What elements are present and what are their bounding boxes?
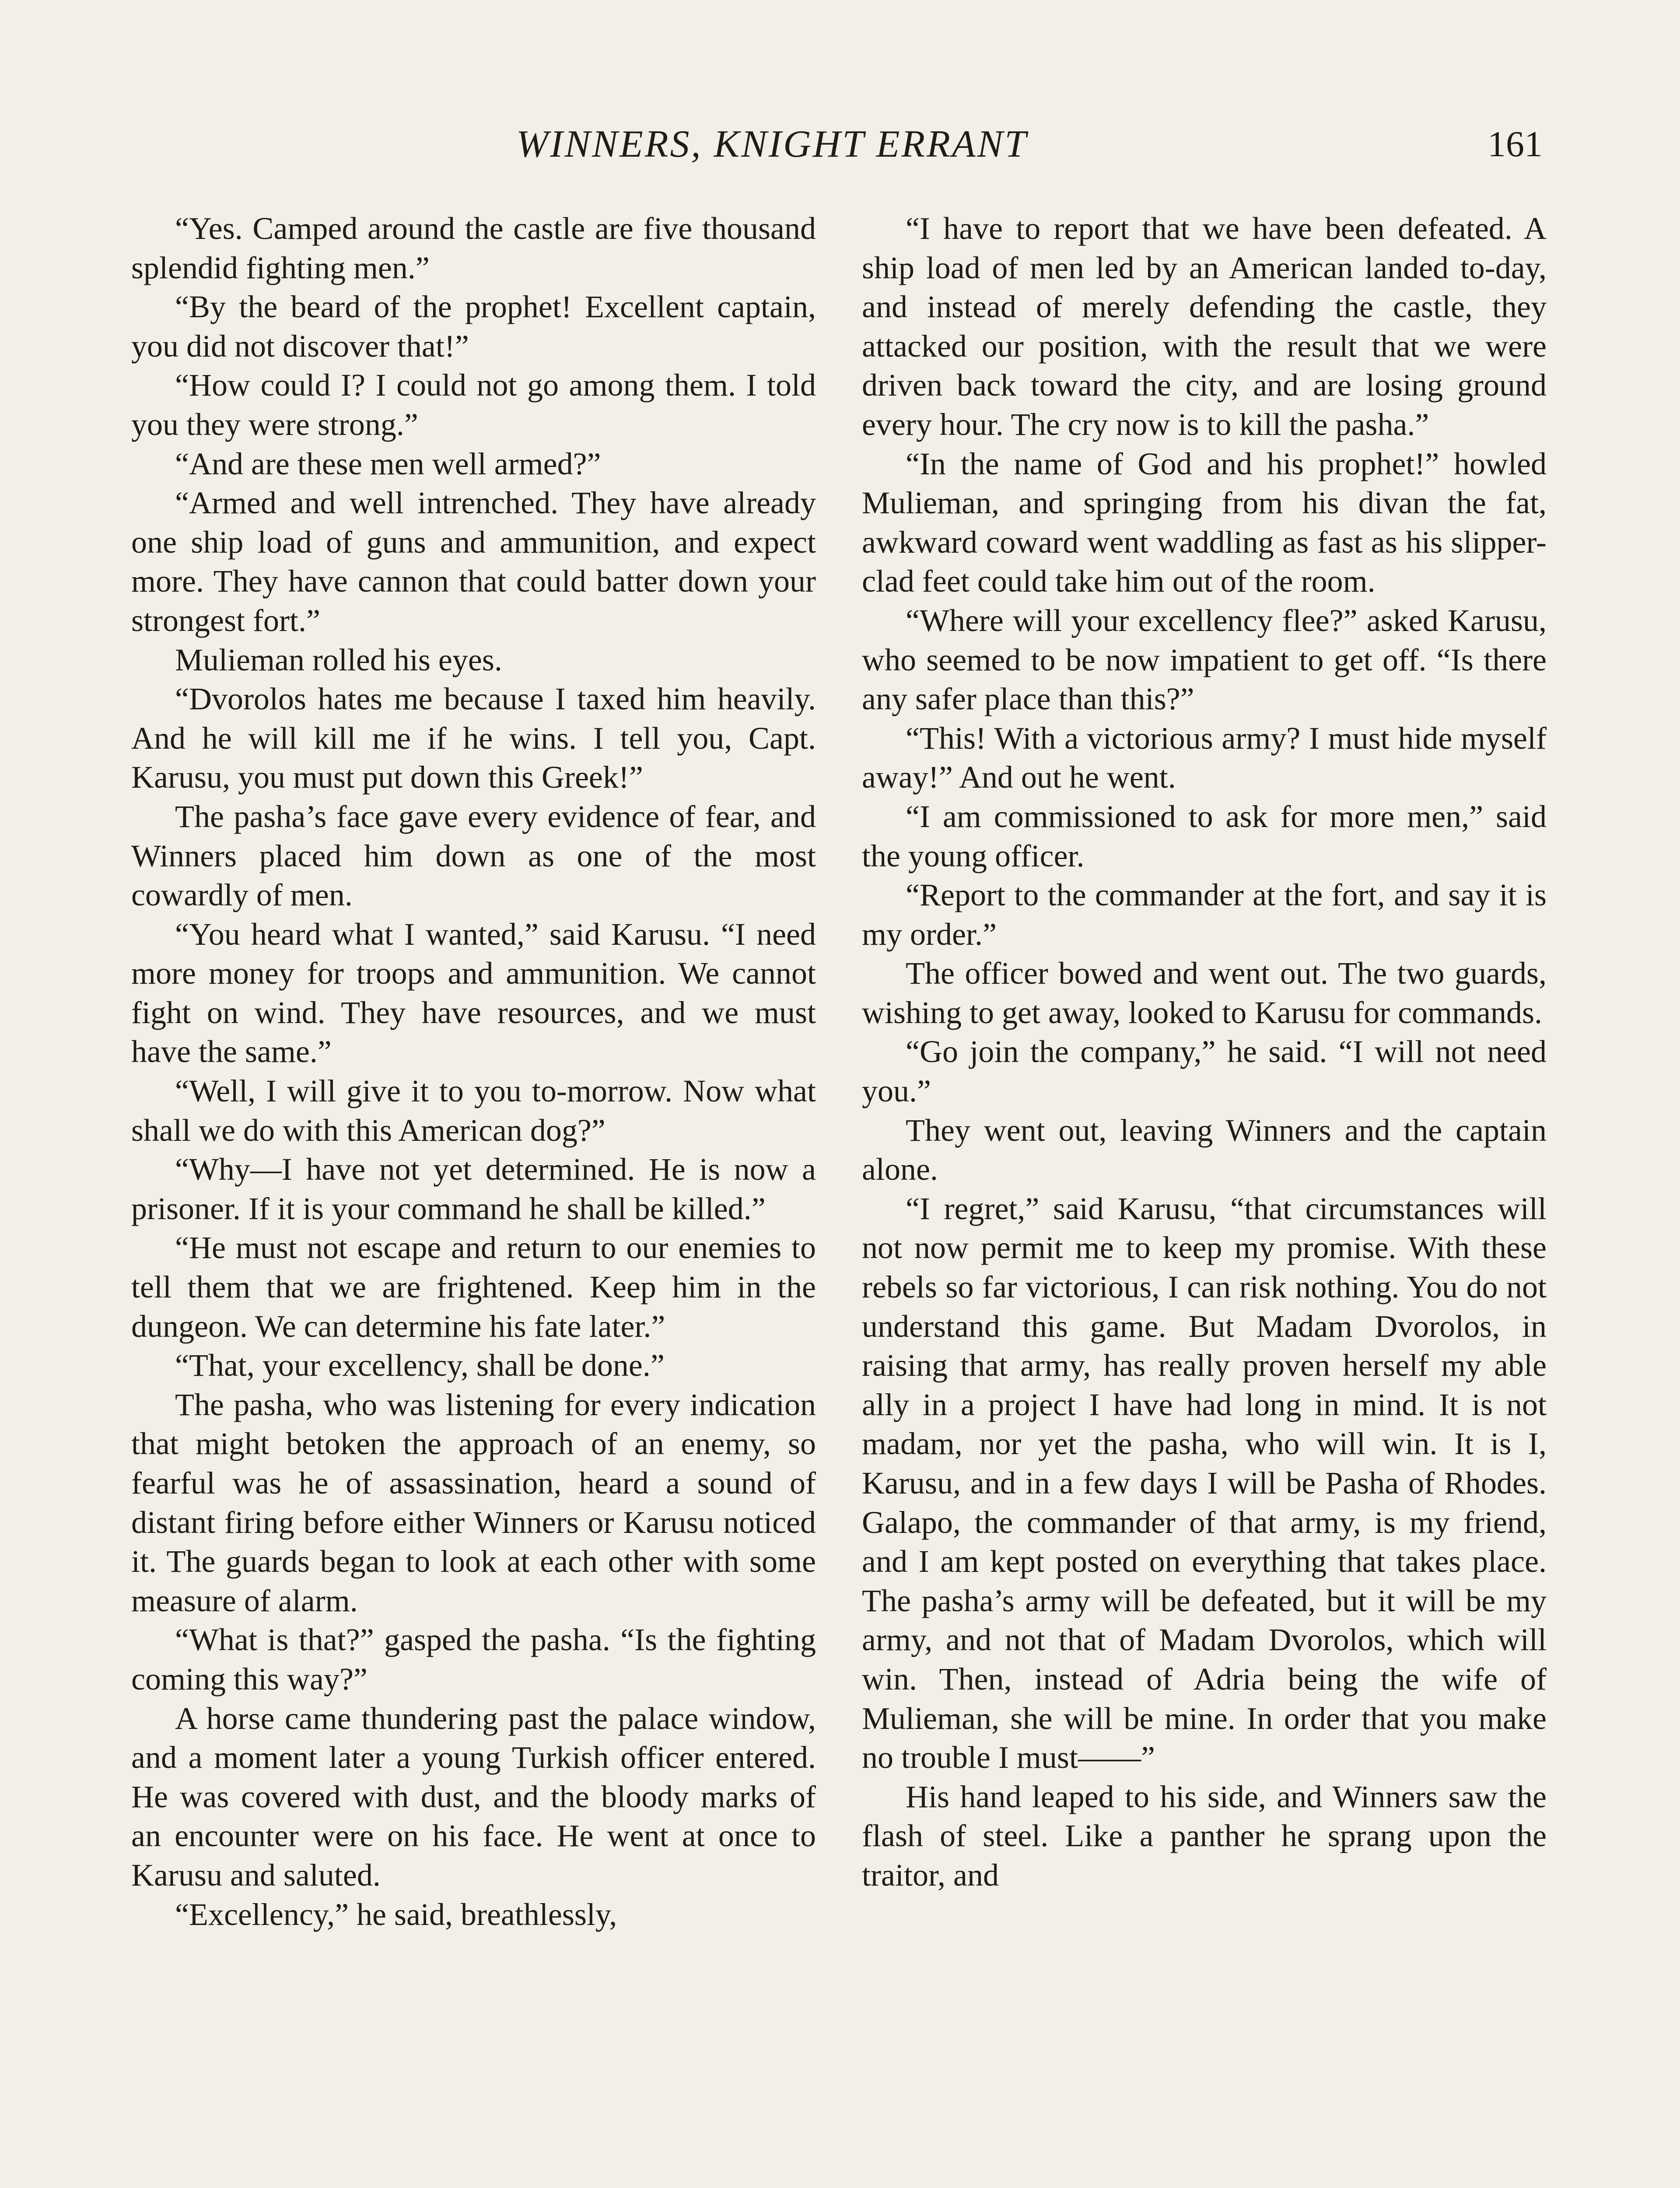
paragraph: “I regret,” said Karusu, “that circumstances will not now permit me to keep my promise. With these rebels so far victorious, I can risk nothing. You do not understand this game. But Madam Dvorolos, in raising that army, has really proven herself my able ally in a project I have had long in mind. It is not madam, nor yet the pasha, who will win. It is I, Karusu, and in a few days I will be Pasha of Rhodes. Galapo, the commander of that army, is my friend, and I am kept posted on everything that takes place. The pasha’s army will be defeated, but it will be my army, and not that of Madam Dvorolos, which will win. Then, instead of Adria being the wife of Mulieman, she will be mine. In order that you make no trouble I must——” (862, 1191, 1547, 1775)
paragraph: “Report to the commander at the fort, and say it is my order.” (862, 877, 1547, 952)
paragraph: The pasha’s face gave every evidence of fear, and Winners placed him down as one of the most cowardly of men. (131, 799, 816, 913)
running-header (0, 118, 1680, 171)
left-column (131, 209, 816, 1934)
paragraph: Mulieman rolled his eyes. (175, 642, 502, 677)
paragraph: “Why—I have not yet determined. He is now a prisoner. If it is your command he shall be killed.” (131, 1152, 816, 1226)
paragraph: “By the beard of the prophet! Excellent captain, you did not discover that!” (131, 289, 816, 364)
paragraph: “In the name of God and his prophet!” howled Mulieman, and springing from his divan the fat, awkward coward went waddling as fast as his slipper-clad feet could take him out of the room. (862, 446, 1547, 599)
paragraph: “I have to report that we have been defeated. A ship load of men led by an American landed to-day, and instead of merely defending the castle, they attacked our position, with the result that we were driven back toward the city, and are losing ground every hour. The cry now is to kill the pasha.” (862, 211, 1547, 442)
paragraph: “You heard what I wanted,” said Karusu. “I need more money for troops and ammunition. We cannot fight on wind. They have resources, and we must have the same.” (131, 916, 816, 1069)
paragraph: “Armed and well intrenched. They have already one ship load of guns and ammunition, and expect more. They have cannon that could batter down your strongest fort.” (131, 485, 816, 638)
paragraph: They went out, leaving Winners and the captain alone. (862, 1112, 1547, 1187)
paragraph: “How could I? I could not go among them. I told you they were strong.” (131, 368, 816, 442)
paragraph: “Well, I will give it to you to-morrow. Now what shall we do with this American dog?” (131, 1073, 816, 1148)
paragraph: “Excellency,” he said, breathlessly, (175, 1897, 617, 1932)
paragraph: “Where will your excellency flee?” asked Karusu, who seemed to be now impatient to get off. “Is there any safer place than this?” (862, 603, 1547, 717)
paragraph: “That, your excellency, shall be done.” (175, 1348, 665, 1383)
paragraph: “What is that?” gasped the pasha. “Is the fighting coming this way?” (131, 1622, 816, 1697)
paragraph: “Dvorolos hates me because I taxed him heavily. And he will kill me if he wins. I tell you, Capt. Karusu, you must put down this Greek!” (131, 681, 816, 795)
paragraph: “This! With a victorious army? I must hide myself away!” And out he went. (862, 720, 1547, 795)
running-title: WINNERS, KNIGHT ERRANT (516, 123, 1028, 165)
page-number: 161 (1488, 124, 1543, 165)
paragraph: “Yes. Camped around the castle are five thousand splendid fighting men.” (131, 211, 816, 285)
right-column (862, 209, 1547, 1895)
paragraph: “Go join the company,” he said. “I will not need you.” (862, 1034, 1547, 1109)
paragraph: “He must not escape and return to our enemies to tell them that we are frightened. Keep him in the dungeon. We can determine his fate later.” (131, 1230, 816, 1344)
paragraph: “And are these men well armed?” (175, 446, 601, 481)
paragraph: His hand leaped to his side, and Winners saw the flash of steel. Like a panther he sprang upon the traitor, and (862, 1779, 1547, 1893)
paragraph: The officer bowed and went out. The two guards, wishing to get away, looked to Karusu for commands. (862, 956, 1547, 1030)
paragraph: The pasha, who was listening for every indication that might betoken the approach of an enemy, so fearful was he of assassination, heard a sound of distant firing before either Winners or Karusu noticed it. The guards began to look at each other with some measure of alarm. (131, 1387, 816, 1618)
paragraph: A horse came thundering past the palace window, and a moment later a young Turkish officer entered. He was covered with dust, and the bloody marks of an encounter were on his face. He went at once to Karusu and saluted. (131, 1701, 816, 1893)
paragraph: “I am commissioned to ask for more men,” said the young officer. (862, 799, 1547, 873)
